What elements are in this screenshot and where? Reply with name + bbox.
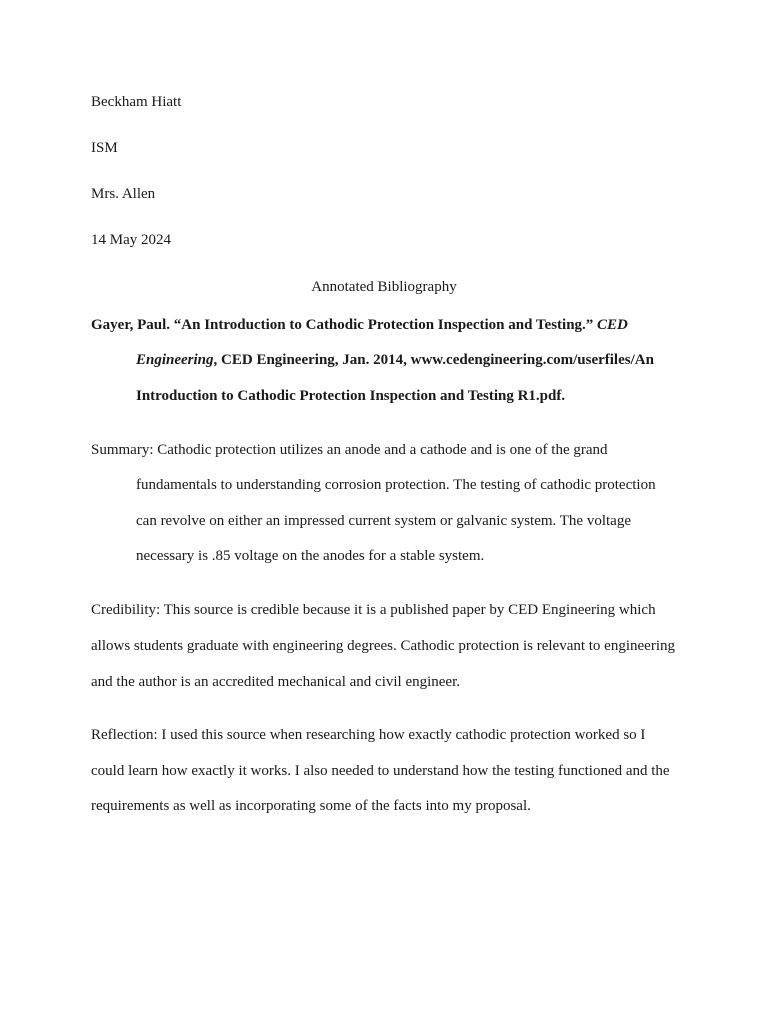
- citation-line-2: [136, 351, 654, 369]
- citation-line-3: Introduction to Cathodic Protection Inspection and Testing R1.pdf.: [136, 388, 566, 404]
- citation-publication-part2: Engineering: [136, 352, 214, 368]
- student-name: Beckham Hiatt: [91, 94, 182, 110]
- credibility-line: Credibility: This source is credible because it is a published paper by CED Engineering which: [91, 602, 656, 618]
- teacher-name: Mrs. Allen: [91, 186, 156, 202]
- credibility-line: and the author is an accredited mechanical and civil engineer.: [91, 674, 461, 690]
- page-title: Annotated Bibliography: [311, 279, 457, 295]
- citation-line-1: [91, 316, 628, 334]
- summary-line: necessary is .85 voltage on the anodes for a stable system.: [136, 548, 485, 564]
- reflection-line: Reflection: I used this source when researching how exactly cathodic protection worked so I: [91, 727, 646, 743]
- document-date: 14 May 2024: [91, 232, 171, 248]
- credibility-line: allows students graduate with engineering degrees. Cathodic protection is relevant to engineering: [91, 638, 675, 654]
- citation-publisher-url: , CED Engineering, Jan. 2014, www.cedengineering.com/userfiles/An: [213, 352, 654, 368]
- citation-author-title: Gayer, Paul. “An Introduction to Cathodic Protection Inspection and Testing.”: [91, 317, 598, 333]
- reflection-line: requirements as well as incorporating some of the facts into my proposal.: [91, 798, 531, 814]
- reflection-line: could learn how exactly it works. I also needed to understand how the testing functioned and the: [91, 763, 670, 779]
- summary-line: fundamentals to understanding corrosion protection. The testing of cathodic protection: [136, 477, 656, 493]
- citation-publication-part1: CED: [597, 317, 628, 333]
- class-name: ISM: [91, 140, 118, 156]
- summary-line: can revolve on either an impressed current system or galvanic system. The voltage: [136, 513, 631, 529]
- summary-line: Summary: Cathodic protection utilizes an anode and a cathode and is one of the grand: [91, 442, 608, 458]
